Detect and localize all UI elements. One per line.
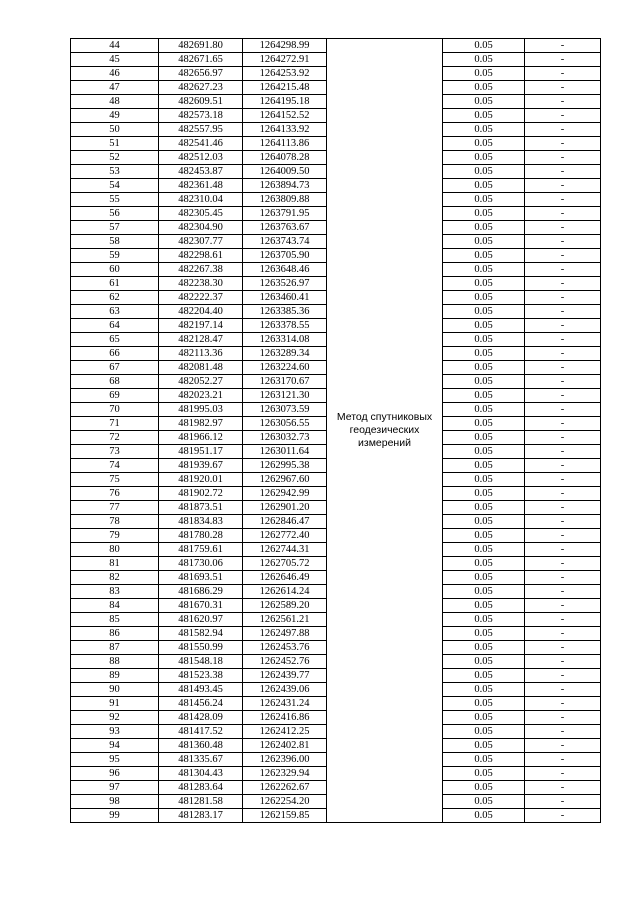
point-number-cell: 96 <box>71 767 159 781</box>
coordinate-y-cell: 1262846.47 <box>243 515 327 529</box>
point-number-cell: 67 <box>71 361 159 375</box>
note-cell: - <box>525 725 601 739</box>
accuracy-cell: 0.05 <box>443 683 525 697</box>
coordinate-x-cell: 481620.97 <box>159 613 243 627</box>
coordinate-y-cell: 1262453.76 <box>243 641 327 655</box>
accuracy-cell: 0.05 <box>443 221 525 235</box>
coordinate-y-cell: 1263705.90 <box>243 249 327 263</box>
coordinate-x-cell: 481428.09 <box>159 711 243 725</box>
point-number-cell: 72 <box>71 431 159 445</box>
note-cell: - <box>525 221 601 235</box>
coordinate-y-cell: 1262262.67 <box>243 781 327 795</box>
note-cell: - <box>525 683 601 697</box>
coordinate-x-cell: 482052.27 <box>159 375 243 389</box>
coordinate-x-cell: 481873.51 <box>159 501 243 515</box>
point-number-cell: 99 <box>71 809 159 823</box>
point-number-cell: 78 <box>71 515 159 529</box>
method-text-line: Метод спутниковых <box>336 411 433 423</box>
accuracy-cell: 0.05 <box>443 529 525 543</box>
coordinate-y-cell: 1262772.40 <box>243 529 327 543</box>
coordinate-x-cell: 482204.40 <box>159 305 243 319</box>
coordinate-y-cell: 1262614.24 <box>243 585 327 599</box>
coordinate-x-cell: 481939.67 <box>159 459 243 473</box>
coordinate-x-cell: 482453.87 <box>159 165 243 179</box>
coordinate-x-cell: 481283.17 <box>159 809 243 823</box>
coordinate-x-cell: 482023.21 <box>159 389 243 403</box>
point-number-cell: 95 <box>71 753 159 767</box>
point-number-cell: 73 <box>71 445 159 459</box>
note-cell: - <box>525 445 601 459</box>
coordinate-x-cell: 481304.43 <box>159 767 243 781</box>
coordinate-x-cell: 482304.90 <box>159 221 243 235</box>
table-row <box>71 39 601 53</box>
accuracy-cell: 0.05 <box>443 403 525 417</box>
note-cell: - <box>525 697 601 711</box>
coordinate-y-cell: 1263460.41 <box>243 291 327 305</box>
coordinate-x-cell: 481920.01 <box>159 473 243 487</box>
note-cell: - <box>525 81 601 95</box>
coordinate-y-cell: 1262254.20 <box>243 795 327 809</box>
coordinate-x-cell: 482361.48 <box>159 179 243 193</box>
point-number-cell: 75 <box>71 473 159 487</box>
coordinate-y-cell: 1264133.92 <box>243 123 327 137</box>
note-cell: - <box>525 739 601 753</box>
point-number-cell: 66 <box>71 347 159 361</box>
coordinate-x-cell: 482222.37 <box>159 291 243 305</box>
coordinate-y-cell: 1264272.91 <box>243 53 327 67</box>
point-number-cell: 88 <box>71 655 159 669</box>
accuracy-cell: 0.05 <box>443 655 525 669</box>
accuracy-cell: 0.05 <box>443 599 525 613</box>
coordinate-x-cell: 481730.06 <box>159 557 243 571</box>
note-cell: - <box>525 403 601 417</box>
accuracy-cell: 0.05 <box>443 193 525 207</box>
coordinate-y-cell: 1264078.28 <box>243 151 327 165</box>
coordinate-y-cell: 1262995.38 <box>243 459 327 473</box>
coordinate-y-cell: 1264009.50 <box>243 165 327 179</box>
coordinates-table-body <box>71 39 601 823</box>
method-text-line: измерений <box>358 437 411 449</box>
point-number-cell: 62 <box>71 291 159 305</box>
point-number-cell: 61 <box>71 277 159 291</box>
coordinate-x-cell: 482238.30 <box>159 277 243 291</box>
coordinate-y-cell: 1262329.94 <box>243 767 327 781</box>
method-text-line: геодезических <box>349 424 420 436</box>
point-number-cell: 74 <box>71 459 159 473</box>
point-number-cell: 97 <box>71 781 159 795</box>
note-cell: - <box>525 151 601 165</box>
accuracy-cell: 0.05 <box>443 151 525 165</box>
note-cell: - <box>525 109 601 123</box>
point-number-cell: 82 <box>71 571 159 585</box>
point-number-cell: 58 <box>71 235 159 249</box>
note-cell: - <box>525 711 601 725</box>
accuracy-cell: 0.05 <box>443 571 525 585</box>
note-cell: - <box>525 599 601 613</box>
coordinate-x-cell: 482656.97 <box>159 67 243 81</box>
note-cell: - <box>525 613 601 627</box>
accuracy-cell: 0.05 <box>443 95 525 109</box>
note-cell: - <box>525 207 601 221</box>
point-number-cell: 81 <box>71 557 159 571</box>
accuracy-cell: 0.05 <box>443 613 525 627</box>
coordinate-x-cell: 481582.94 <box>159 627 243 641</box>
accuracy-cell: 0.05 <box>443 291 525 305</box>
point-number-cell: 51 <box>71 137 159 151</box>
point-number-cell: 83 <box>71 585 159 599</box>
point-number-cell: 87 <box>71 641 159 655</box>
note-cell: - <box>525 305 601 319</box>
coordinate-y-cell: 1262901.20 <box>243 501 327 515</box>
coordinate-x-cell: 481493.45 <box>159 683 243 697</box>
accuracy-cell: 0.05 <box>443 753 525 767</box>
accuracy-cell: 0.05 <box>443 543 525 557</box>
point-number-cell: 91 <box>71 697 159 711</box>
point-number-cell: 44 <box>71 39 159 53</box>
coordinate-y-cell: 1264215.48 <box>243 81 327 95</box>
note-cell: - <box>525 361 601 375</box>
note-cell: - <box>525 571 601 585</box>
coordinate-y-cell: 1263314.08 <box>243 333 327 347</box>
point-number-cell: 59 <box>71 249 159 263</box>
point-number-cell: 63 <box>71 305 159 319</box>
accuracy-cell: 0.05 <box>443 263 525 277</box>
coordinate-x-cell: 482113.36 <box>159 347 243 361</box>
point-number-cell: 84 <box>71 599 159 613</box>
accuracy-cell: 0.05 <box>443 109 525 123</box>
note-cell: - <box>525 669 601 683</box>
point-number-cell: 52 <box>71 151 159 165</box>
point-number-cell: 98 <box>71 795 159 809</box>
note-cell: - <box>525 809 601 823</box>
coordinate-y-cell: 1263378.55 <box>243 319 327 333</box>
accuracy-cell: 0.05 <box>443 347 525 361</box>
accuracy-cell: 0.05 <box>443 249 525 263</box>
coordinate-x-cell: 481335.67 <box>159 753 243 767</box>
coordinate-x-cell: 482298.61 <box>159 249 243 263</box>
point-number-cell: 64 <box>71 319 159 333</box>
coordinate-x-cell: 481995.03 <box>159 403 243 417</box>
note-cell: - <box>525 53 601 67</box>
accuracy-cell: 0.05 <box>443 319 525 333</box>
note-cell: - <box>525 347 601 361</box>
coordinate-x-cell: 482627.23 <box>159 81 243 95</box>
note-cell: - <box>525 459 601 473</box>
accuracy-cell: 0.05 <box>443 585 525 599</box>
point-number-cell: 48 <box>71 95 159 109</box>
accuracy-cell: 0.05 <box>443 641 525 655</box>
coordinate-y-cell: 1263170.67 <box>243 375 327 389</box>
accuracy-cell: 0.05 <box>443 711 525 725</box>
coordinate-y-cell: 1262942.99 <box>243 487 327 501</box>
accuracy-cell: 0.05 <box>443 333 525 347</box>
note-cell: - <box>525 277 601 291</box>
coordinate-x-cell: 481360.48 <box>159 739 243 753</box>
coordinate-x-cell: 482573.18 <box>159 109 243 123</box>
coordinate-x-cell: 481693.51 <box>159 571 243 585</box>
coordinate-x-cell: 481417.52 <box>159 725 243 739</box>
coordinate-x-cell: 481902.72 <box>159 487 243 501</box>
coordinate-y-cell: 1263809.88 <box>243 193 327 207</box>
accuracy-cell: 0.05 <box>443 697 525 711</box>
coordinate-x-cell: 482307.77 <box>159 235 243 249</box>
point-number-cell: 70 <box>71 403 159 417</box>
accuracy-cell: 0.05 <box>443 473 525 487</box>
point-number-cell: 65 <box>71 333 159 347</box>
point-number-cell: 50 <box>71 123 159 137</box>
coordinate-x-cell: 481523.38 <box>159 669 243 683</box>
accuracy-cell: 0.05 <box>443 389 525 403</box>
note-cell: - <box>525 319 601 333</box>
accuracy-cell: 0.05 <box>443 375 525 389</box>
point-number-cell: 93 <box>71 725 159 739</box>
coordinates-table <box>70 38 601 823</box>
coordinate-y-cell: 1264253.92 <box>243 67 327 81</box>
note-cell: - <box>525 235 601 249</box>
coordinate-y-cell: 1263385.36 <box>243 305 327 319</box>
accuracy-cell: 0.05 <box>443 781 525 795</box>
point-number-cell: 92 <box>71 711 159 725</box>
note-cell: - <box>525 431 601 445</box>
point-number-cell: 49 <box>71 109 159 123</box>
coordinate-y-cell: 1262561.21 <box>243 613 327 627</box>
accuracy-cell: 0.05 <box>443 81 525 95</box>
coordinate-y-cell: 1263894.73 <box>243 179 327 193</box>
accuracy-cell: 0.05 <box>443 277 525 291</box>
note-cell: - <box>525 529 601 543</box>
note-cell: - <box>525 557 601 571</box>
note-cell: - <box>525 333 601 347</box>
coordinate-y-cell: 1264152.52 <box>243 109 327 123</box>
point-number-cell: 55 <box>71 193 159 207</box>
point-number-cell: 94 <box>71 739 159 753</box>
coordinate-x-cell: 481670.31 <box>159 599 243 613</box>
coordinate-x-cell: 482557.95 <box>159 123 243 137</box>
note-cell: - <box>525 417 601 431</box>
coordinate-y-cell: 1262402.81 <box>243 739 327 753</box>
point-number-cell: 77 <box>71 501 159 515</box>
coordinate-x-cell: 481456.24 <box>159 697 243 711</box>
coordinate-y-cell: 1263032.73 <box>243 431 327 445</box>
coordinate-y-cell: 1262452.76 <box>243 655 327 669</box>
accuracy-cell: 0.05 <box>443 515 525 529</box>
point-number-cell: 80 <box>71 543 159 557</box>
coordinate-y-cell: 1263056.55 <box>243 417 327 431</box>
note-cell: - <box>525 753 601 767</box>
coordinate-y-cell: 1262439.06 <box>243 683 327 697</box>
point-number-cell: 85 <box>71 613 159 627</box>
accuracy-cell: 0.05 <box>443 767 525 781</box>
coordinate-x-cell: 482512.03 <box>159 151 243 165</box>
point-number-cell: 54 <box>71 179 159 193</box>
coordinate-y-cell: 1263743.74 <box>243 235 327 249</box>
accuracy-cell: 0.05 <box>443 53 525 67</box>
accuracy-cell: 0.05 <box>443 123 525 137</box>
coordinate-x-cell: 482609.51 <box>159 95 243 109</box>
coordinate-y-cell: 1263648.46 <box>243 263 327 277</box>
coordinate-y-cell: 1264195.18 <box>243 95 327 109</box>
note-cell: - <box>525 781 601 795</box>
coordinate-y-cell: 1262431.24 <box>243 697 327 711</box>
point-number-cell: 45 <box>71 53 159 67</box>
note-cell: - <box>525 543 601 557</box>
coordinate-x-cell: 481283.64 <box>159 781 243 795</box>
accuracy-cell: 0.05 <box>443 487 525 501</box>
coordinate-y-cell: 1264113.86 <box>243 137 327 151</box>
note-cell: - <box>525 137 601 151</box>
coordinate-x-cell: 482128.47 <box>159 333 243 347</box>
coordinate-x-cell: 482197.14 <box>159 319 243 333</box>
coordinate-y-cell: 1262497.88 <box>243 627 327 641</box>
note-cell: - <box>525 655 601 669</box>
accuracy-cell: 0.05 <box>443 445 525 459</box>
accuracy-cell: 0.05 <box>443 305 525 319</box>
coordinate-y-cell: 1262744.31 <box>243 543 327 557</box>
coordinate-y-cell: 1263073.59 <box>243 403 327 417</box>
coordinate-x-cell: 481780.28 <box>159 529 243 543</box>
coordinate-x-cell: 482691.80 <box>159 39 243 53</box>
note-cell: - <box>525 641 601 655</box>
coordinate-y-cell: 1262589.20 <box>243 599 327 613</box>
coordinate-x-cell: 481759.61 <box>159 543 243 557</box>
coordinate-x-cell: 482305.45 <box>159 207 243 221</box>
coordinate-y-cell: 1263011.64 <box>243 445 327 459</box>
accuracy-cell: 0.05 <box>443 739 525 753</box>
coordinate-y-cell: 1262646.49 <box>243 571 327 585</box>
point-number-cell: 56 <box>71 207 159 221</box>
accuracy-cell: 0.05 <box>443 417 525 431</box>
note-cell: - <box>525 39 601 53</box>
coordinate-y-cell: 1262967.60 <box>243 473 327 487</box>
point-number-cell: 86 <box>71 627 159 641</box>
note-cell: - <box>525 767 601 781</box>
note-cell: - <box>525 67 601 81</box>
coordinate-y-cell: 1262416.86 <box>243 711 327 725</box>
coordinate-y-cell: 1263289.34 <box>243 347 327 361</box>
coordinate-x-cell: 481548.18 <box>159 655 243 669</box>
coordinate-y-cell: 1262439.77 <box>243 669 327 683</box>
note-cell: - <box>525 487 601 501</box>
accuracy-cell: 0.05 <box>443 795 525 809</box>
coordinate-x-cell: 481966.12 <box>159 431 243 445</box>
accuracy-cell: 0.05 <box>443 39 525 53</box>
point-number-cell: 71 <box>71 417 159 431</box>
coordinate-y-cell: 1262396.00 <box>243 753 327 767</box>
coordinate-y-cell: 1262159.85 <box>243 809 327 823</box>
point-number-cell: 89 <box>71 669 159 683</box>
accuracy-cell: 0.05 <box>443 459 525 473</box>
point-number-cell: 68 <box>71 375 159 389</box>
method-cell <box>327 39 443 823</box>
coordinate-x-cell: 482267.38 <box>159 263 243 277</box>
point-number-cell: 53 <box>71 165 159 179</box>
point-number-cell: 76 <box>71 487 159 501</box>
note-cell: - <box>525 515 601 529</box>
coordinate-x-cell: 481834.83 <box>159 515 243 529</box>
note-cell: - <box>525 585 601 599</box>
coordinate-x-cell: 481686.29 <box>159 585 243 599</box>
note-cell: - <box>525 193 601 207</box>
point-number-cell: 69 <box>71 389 159 403</box>
note-cell: - <box>525 795 601 809</box>
point-number-cell: 60 <box>71 263 159 277</box>
coordinate-y-cell: 1262705.72 <box>243 557 327 571</box>
accuracy-cell: 0.05 <box>443 361 525 375</box>
coordinate-x-cell: 482671.65 <box>159 53 243 67</box>
accuracy-cell: 0.05 <box>443 67 525 81</box>
note-cell: - <box>525 95 601 109</box>
accuracy-cell: 0.05 <box>443 179 525 193</box>
coordinate-y-cell: 1263224.60 <box>243 361 327 375</box>
coordinate-x-cell: 482310.04 <box>159 193 243 207</box>
accuracy-cell: 0.05 <box>443 557 525 571</box>
accuracy-cell: 0.05 <box>443 725 525 739</box>
accuracy-cell: 0.05 <box>443 235 525 249</box>
accuracy-cell: 0.05 <box>443 165 525 179</box>
accuracy-cell: 0.05 <box>443 627 525 641</box>
accuracy-cell: 0.05 <box>443 207 525 221</box>
note-cell: - <box>525 627 601 641</box>
accuracy-cell: 0.05 <box>443 669 525 683</box>
point-number-cell: 57 <box>71 221 159 235</box>
point-number-cell: 79 <box>71 529 159 543</box>
note-cell: - <box>525 473 601 487</box>
coordinate-y-cell: 1264298.99 <box>243 39 327 53</box>
accuracy-cell: 0.05 <box>443 809 525 823</box>
accuracy-cell: 0.05 <box>443 137 525 151</box>
note-cell: - <box>525 179 601 193</box>
coordinate-y-cell: 1263763.67 <box>243 221 327 235</box>
coordinate-x-cell: 481982.97 <box>159 417 243 431</box>
note-cell: - <box>525 123 601 137</box>
coordinate-x-cell: 481951.17 <box>159 445 243 459</box>
point-number-cell: 47 <box>71 81 159 95</box>
coordinate-x-cell: 482081.48 <box>159 361 243 375</box>
note-cell: - <box>525 165 601 179</box>
note-cell: - <box>525 389 601 403</box>
coordinate-y-cell: 1263121.30 <box>243 389 327 403</box>
note-cell: - <box>525 501 601 515</box>
note-cell: - <box>525 375 601 389</box>
coordinate-y-cell: 1262412.25 <box>243 725 327 739</box>
accuracy-cell: 0.05 <box>443 431 525 445</box>
point-number-cell: 90 <box>71 683 159 697</box>
point-number-cell: 46 <box>71 67 159 81</box>
coordinate-x-cell: 481550.99 <box>159 641 243 655</box>
coordinate-y-cell: 1263791.95 <box>243 207 327 221</box>
note-cell: - <box>525 249 601 263</box>
note-cell: - <box>525 291 601 305</box>
coordinate-y-cell: 1263526.97 <box>243 277 327 291</box>
coordinate-x-cell: 482541.46 <box>159 137 243 151</box>
accuracy-cell: 0.05 <box>443 501 525 515</box>
note-cell: - <box>525 263 601 277</box>
coordinate-x-cell: 481281.58 <box>159 795 243 809</box>
